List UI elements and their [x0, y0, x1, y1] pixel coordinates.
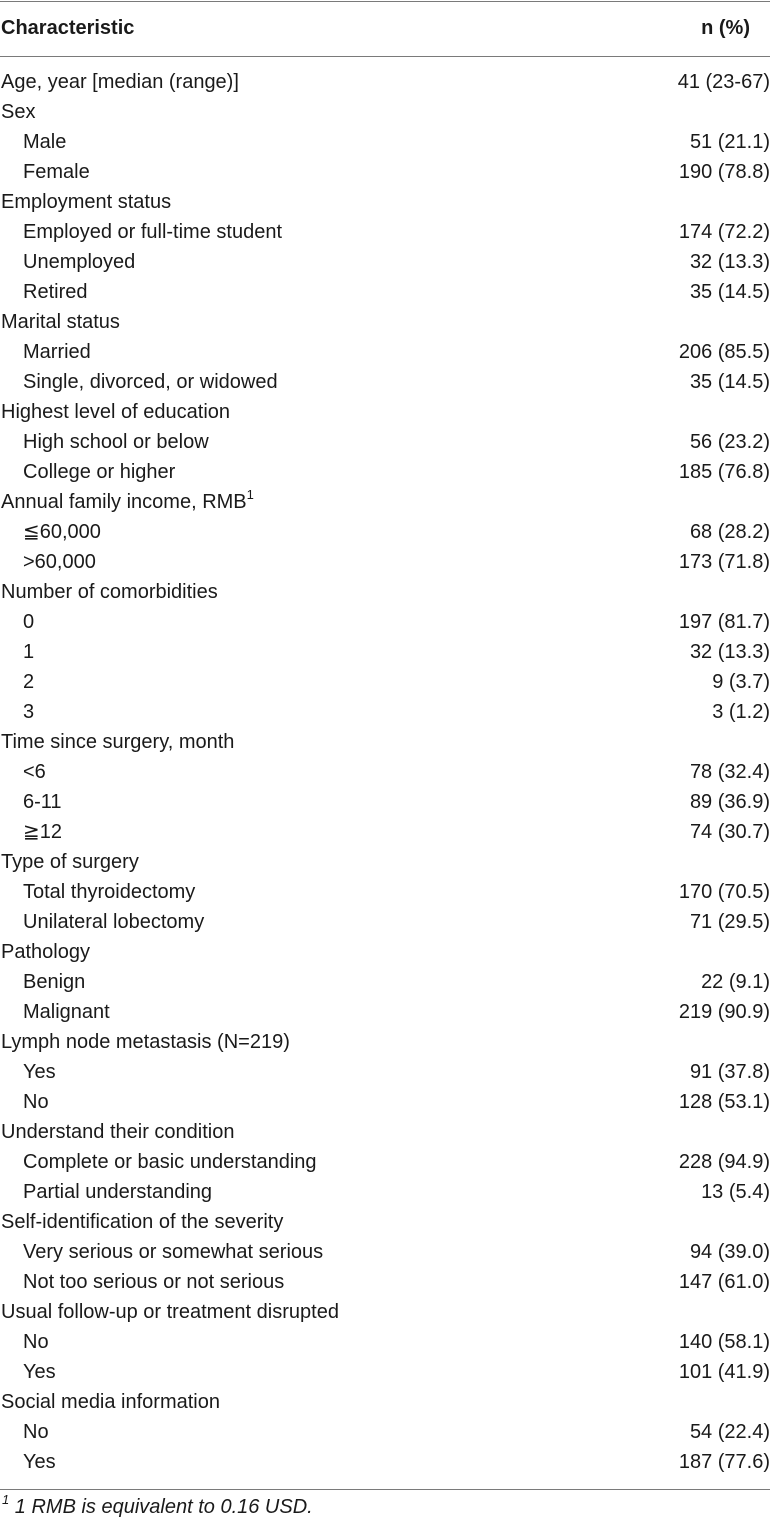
- table-row: [0, 127, 772, 157]
- row-value: 185 (76.8): [678, 461, 770, 483]
- row-value: 35 (14.5): [689, 371, 770, 393]
- row-label: [23, 370, 278, 394]
- label-text: ≦60,000: [23, 521, 101, 543]
- row-label: [23, 1000, 110, 1024]
- label-text: Total thyroidectomy: [23, 881, 196, 903]
- table-category-row: [0, 937, 772, 967]
- table-category-row: [0, 187, 772, 217]
- row-label: [23, 250, 135, 274]
- table-row: [0, 247, 772, 277]
- row-label: [23, 820, 62, 844]
- label-text: Single, divorced, or widowed: [23, 371, 278, 393]
- label-text: 6-11: [23, 791, 62, 813]
- row-value: 140 (58.1): [678, 1331, 770, 1353]
- category-label: [1, 310, 120, 334]
- row-value: 51 (21.1): [689, 131, 770, 153]
- table-bottom-rule: [0, 1489, 770, 1490]
- label-text: 2: [23, 671, 35, 693]
- row-value: 41 (23-67): [677, 71, 770, 93]
- label-text: Marital status: [1, 311, 120, 333]
- table-row: [0, 217, 772, 247]
- row-value: 94 (39.0): [689, 1241, 770, 1263]
- row-value: 22 (9.1): [701, 971, 770, 993]
- label-text: No: [23, 1331, 49, 1353]
- footnote-marker: 1: [2, 1492, 10, 1508]
- row-label: [23, 1420, 49, 1444]
- label-text: 1: [23, 641, 35, 663]
- label-text: Female: [23, 161, 90, 183]
- label-text: 0: [23, 611, 35, 633]
- table-row: [0, 607, 772, 637]
- table-row: [0, 157, 772, 187]
- table-body: [0, 67, 772, 1477]
- row-label: [23, 970, 85, 994]
- row-value: 128 (53.1): [678, 1091, 770, 1113]
- row-value: 187 (77.6): [678, 1451, 770, 1473]
- table-row: [0, 517, 772, 547]
- label-text: Benign: [23, 971, 86, 993]
- table-row: [0, 427, 772, 457]
- category-label: [1, 487, 254, 514]
- row-label: [23, 520, 101, 544]
- row-label: [23, 1330, 49, 1354]
- label-text: Time since surgery, month: [1, 731, 235, 753]
- row-label: [23, 1180, 212, 1204]
- row-label: [23, 610, 34, 634]
- category-label: [1, 1120, 234, 1144]
- table-row: [0, 277, 772, 307]
- category-label: [1, 190, 171, 214]
- label-text: Type of surgery: [1, 851, 139, 873]
- row-label: [23, 880, 195, 904]
- table-row: [0, 1237, 772, 1267]
- header-n-percent: n (%): [701, 17, 750, 39]
- table-category-row: [0, 67, 772, 97]
- category-label: [1, 1210, 283, 1234]
- row-label: [23, 760, 46, 784]
- table-header-row: [0, 0, 772, 57]
- table-row: [0, 1267, 772, 1297]
- row-value: 170 (70.5): [678, 881, 770, 903]
- table-category-row: [0, 1387, 772, 1417]
- table-row: [0, 877, 772, 907]
- category-label: [1, 1390, 220, 1414]
- row-value: 173 (71.8): [678, 551, 770, 573]
- label-text: Retired: [23, 281, 88, 303]
- category-label: [1, 850, 139, 874]
- row-label: [23, 340, 91, 364]
- row-label: [23, 1060, 56, 1084]
- row-label: [23, 430, 209, 454]
- table-row: [0, 1357, 772, 1387]
- row-label: [23, 1150, 317, 1174]
- row-value: 219 (90.9): [678, 1001, 770, 1023]
- label-text: No: [23, 1091, 49, 1113]
- row-value: 13 (5.4): [701, 1181, 770, 1203]
- row-label: [23, 790, 62, 814]
- footnote-text: 1 RMB is equivalent to 0.16 USD.: [14, 1496, 313, 1518]
- table-category-row: [0, 1207, 772, 1237]
- header-characteristic: Characteristic: [1, 17, 135, 39]
- label-text: No: [23, 1421, 49, 1443]
- label-text: 3: [23, 701, 35, 723]
- category-label: [1, 580, 218, 604]
- row-label: [23, 280, 87, 304]
- table-row: [0, 457, 772, 487]
- label-text: Employed or full-time student: [23, 221, 283, 243]
- table-category-row: [0, 847, 772, 877]
- row-label: [23, 1270, 284, 1294]
- row-label: [23, 460, 175, 484]
- table-row: [0, 1327, 772, 1357]
- table-row: [0, 667, 772, 697]
- row-label: [23, 1240, 323, 1264]
- table-row: [0, 757, 772, 787]
- row-value: 74 (30.7): [689, 821, 770, 843]
- label-text: Sex: [1, 101, 36, 123]
- label-text: Complete or basic understanding: [23, 1151, 317, 1173]
- label-text: Partial understanding: [23, 1181, 213, 1203]
- table-category-row: [0, 97, 772, 127]
- row-label: [23, 1360, 56, 1384]
- row-label: [23, 220, 282, 244]
- label-text: ≧12: [23, 821, 63, 843]
- row-value: 3 (1.2): [712, 701, 770, 723]
- row-value: 32 (13.3): [689, 251, 770, 273]
- label-text: College or higher: [23, 461, 176, 483]
- table-row: [0, 1417, 772, 1447]
- label-text: High school or below: [23, 431, 209, 453]
- label-text: Married: [23, 341, 91, 363]
- label-text: Male: [23, 131, 67, 153]
- label-text: Yes: [23, 1361, 56, 1383]
- label-text: Highest level of education: [1, 401, 231, 423]
- table-row: [0, 1147, 772, 1177]
- label-text: Yes: [23, 1061, 56, 1083]
- label-text: Lymph node metastasis (N=219): [1, 1031, 290, 1053]
- row-value: 68 (28.2): [689, 521, 770, 543]
- row-label: [23, 130, 66, 154]
- table-row: [0, 817, 772, 847]
- table-row: [0, 997, 772, 1027]
- table-footnote: [2, 1492, 313, 1519]
- row-value: 174 (72.2): [678, 221, 770, 243]
- table-category-row: [0, 727, 772, 757]
- table-category-row: [0, 487, 772, 517]
- row-value: 147 (61.0): [678, 1271, 770, 1293]
- row-value: 56 (23.2): [689, 431, 770, 453]
- category-label: [1, 400, 230, 424]
- label-text: Usual follow-up or treatment disrupted: [1, 1301, 339, 1323]
- category-label: [1, 730, 234, 754]
- label-text: Malignant: [23, 1001, 110, 1023]
- table-row: [0, 337, 772, 367]
- row-label: [23, 700, 34, 724]
- label-text: Number of comorbidities: [1, 581, 218, 603]
- label-text: Pathology: [1, 941, 90, 963]
- table-category-row: [0, 397, 772, 427]
- table-row: [0, 1087, 772, 1117]
- label-text: Self-identification of the severity: [1, 1211, 284, 1233]
- table-row: [0, 637, 772, 667]
- table-row: [0, 787, 772, 817]
- label-text: Yes: [23, 1451, 56, 1473]
- label-text: Very serious or somewhat serious: [23, 1241, 324, 1263]
- category-label: [1, 1300, 339, 1324]
- category-label: [1, 70, 239, 94]
- label-text: <6: [23, 761, 46, 783]
- label-text: >60,000: [23, 551, 96, 573]
- row-label: [23, 910, 204, 934]
- category-label: [1, 940, 90, 964]
- table-row: [0, 367, 772, 397]
- row-value: 101 (41.9): [678, 1361, 770, 1383]
- table-row: [0, 547, 772, 577]
- label-text: Unilateral lobectomy: [23, 911, 205, 933]
- table-row: [0, 967, 772, 997]
- row-value: 35 (14.5): [689, 281, 770, 303]
- label-text: Annual family income, RMB: [1, 491, 247, 513]
- row-value: 9 (3.7): [712, 671, 770, 693]
- table-category-row: [0, 577, 772, 607]
- label-text: Not too serious or not serious: [23, 1271, 285, 1293]
- footnote-reference: 1: [246, 487, 254, 503]
- row-value: 228 (94.9): [678, 1151, 770, 1173]
- table-category-row: [0, 307, 772, 337]
- row-label: [23, 640, 34, 664]
- table-row: [0, 1177, 772, 1207]
- table-row: [0, 1447, 772, 1477]
- row-value: 206 (85.5): [678, 341, 770, 363]
- row-value: 91 (37.8): [689, 1061, 770, 1083]
- row-label: [23, 1450, 56, 1474]
- label-text: Employment status: [1, 191, 172, 213]
- category-label: [1, 1030, 290, 1054]
- table-category-row: [0, 1117, 772, 1147]
- row-label: [23, 550, 96, 574]
- row-value: 32 (13.3): [689, 641, 770, 663]
- label-text: Understand their condition: [1, 1121, 235, 1143]
- row-value: 71 (29.5): [689, 911, 770, 933]
- table-category-row: [0, 1297, 772, 1327]
- row-label: [23, 1090, 49, 1114]
- category-label: [1, 100, 35, 124]
- row-value: 78 (32.4): [689, 761, 770, 783]
- table-row: [0, 1057, 772, 1087]
- row-value: 54 (22.4): [689, 1421, 770, 1443]
- label-text: Social media information: [1, 1391, 220, 1413]
- row-value: 89 (36.9): [689, 791, 770, 813]
- row-label: [23, 670, 34, 694]
- table-category-row: [0, 1027, 772, 1057]
- label-text: Age, year [median (range)]: [1, 71, 239, 93]
- table-row: [0, 697, 772, 727]
- table-row: [0, 907, 772, 937]
- row-value: 190 (78.8): [678, 161, 770, 183]
- table-header-rule: [0, 56, 770, 57]
- label-text: Unemployed: [23, 251, 136, 273]
- row-value: 197 (81.7): [678, 611, 770, 633]
- row-label: [23, 160, 90, 184]
